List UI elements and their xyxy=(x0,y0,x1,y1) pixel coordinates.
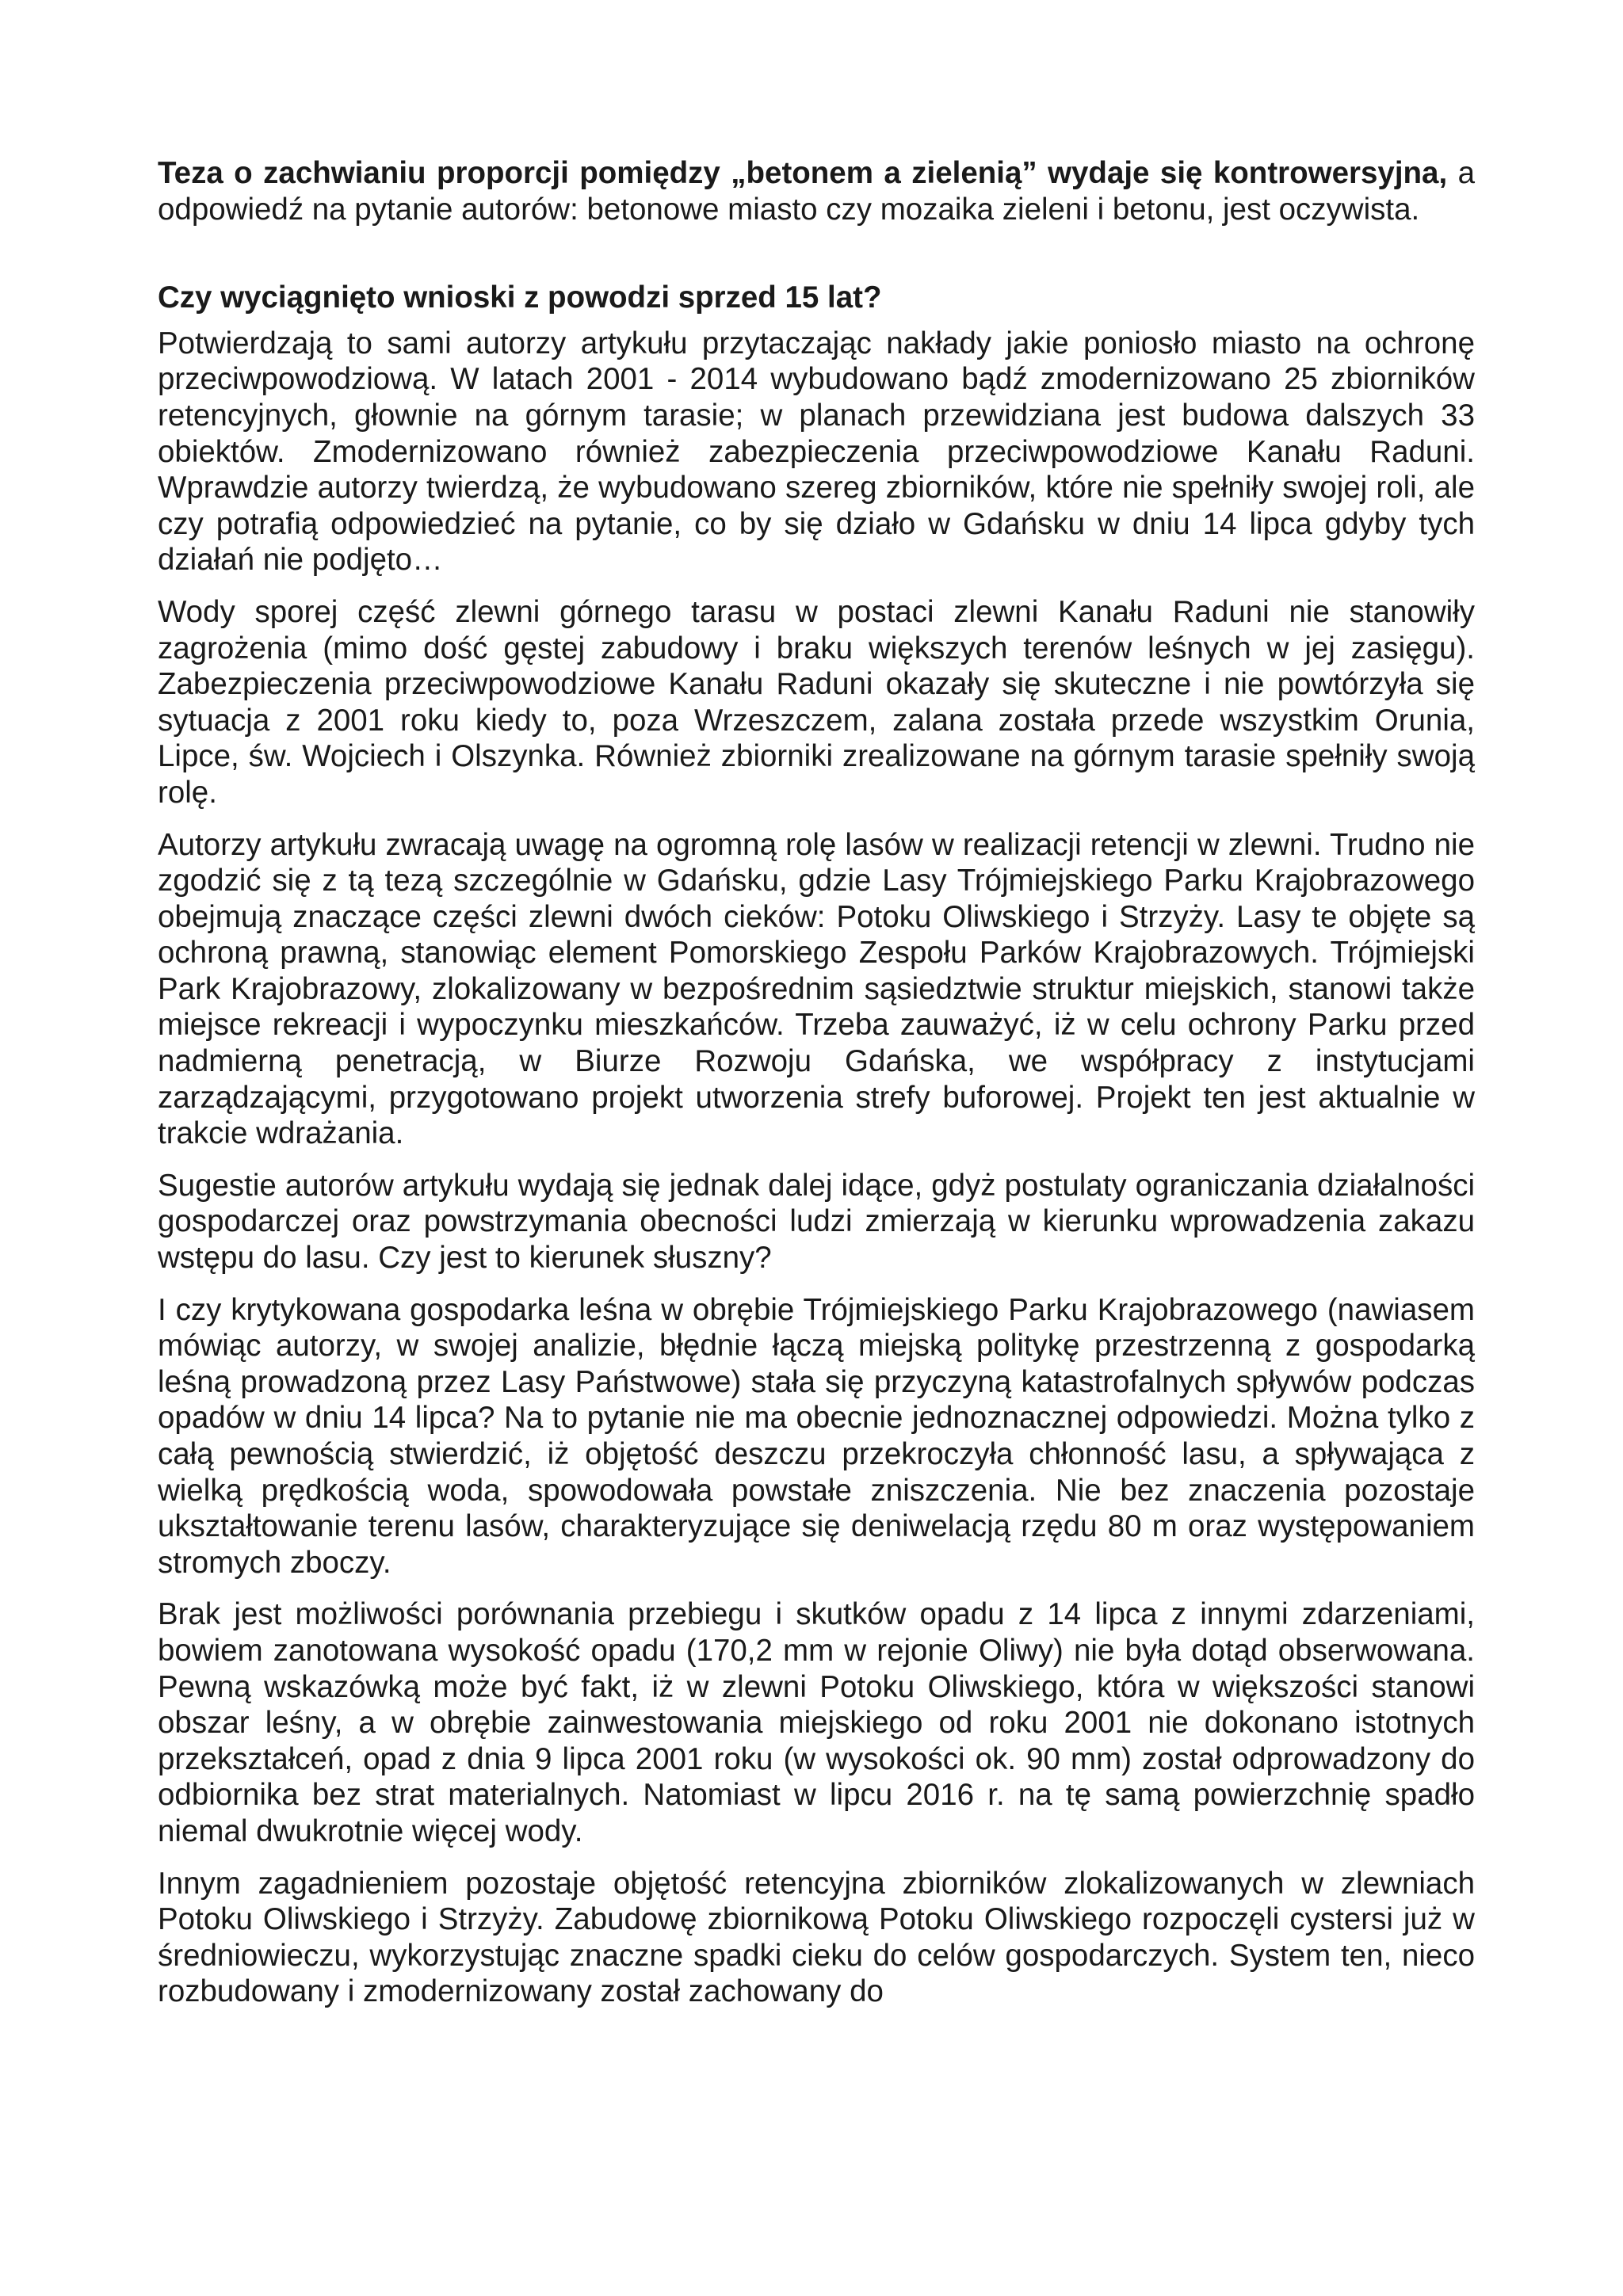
paragraph-forests-retention: Autorzy artykułu zwracają uwagę na ogromną rolę lasów w realizacji retencji w zlewni. Trudno nie zgodzić się z tą tezą szczególnie w Gdańsku, gdzie Lasy Trójmiejskiego Parku Krajobrazowego obejmują znaczące części zlewni dwóch cieków: Potoku Oliwskiego i Strzyży. Lasy te objęte są ochroną prawną, stanowiąc element Pomorskiego Zespołu Parków Krajobrazowych. Trójmiejski Park Krajobrazowy, zlokalizowany w bezpośrednim sąsiedztwie struktur miejskich, stanowi także miejsce rekreacji i wypoczynku mieszkańców. Trzeba zauważyć, iż w celu ochrony Parku przed nadmierną penetracją, w Biurze Rozwoju Gdańska, we współpracy z instytucjami zarządzającymi, przygotowano projekt utworzenia strefy buforowej. Projekt ten jest aktualnie w trakcie wdrażania. xyxy=(158,827,1475,1151)
paragraph-investments: Potwierdzają to sami autorzy artykułu przytaczając nakłady jakie poniosło miasto na ochronę przeciwpowodziową. W latach 2001 - 2014 wybudowano bądź zmodernizowano 25 zbiorników retencyjnych, głownie na górnym tarasie; w planach przewidziana jest budowa dalszych 33 obiektów. Zmodernizowano również zabezpieczenia przeciwpowodziowe Kanału Raduni. Wprawdzie autorzy twierdzą, że wybudowano szereg zbiorników, które nie spełniły swojej roli, ale czy potrafią odpowiedzieć na pytanie, co by się działo w Gdańsku w dniu 14 lipca gdyby tych działań nie podjęto… xyxy=(158,326,1475,578)
paragraph-rainfall-comparison: Brak jest możliwości porównania przebiegu i skutków opadu z 14 lipca z innymi zdarzeniami, bowiem zanotowana wysokość opadu (170,2 mm w rejonie Oliwy) nie była dotąd obserwowana. Pewną wskazówką może być fakt, iż w zlewni Potoku Oliwskiego, która w większości stanowi obszar leśny, a w obrębie zainwestowania miejskiego od roku 2001 nie dokonano istotnych przekształceń, opad z dnia 9 lipca 2001 roku (w wysokości ok. 90 mm) został odprowadzony do odbiornika bez strat materialnych. Natomiast w lipcu 2016 r. na tę samą powierzchnię spadło niemal dwukrotnie więcej wody. xyxy=(158,1597,1475,1848)
paragraph-forest-management: I czy krytykowana gospodarka leśna w obrębie Trójmiejskiego Parku Krajobrazowego (nawiasem mówiąc autorzy, w swojej analizie, błędnie łączą miejską politykę przestrzenną z gospodarką leśną prowadzoną przez Lasy Państwowe) stała się przyczyną katastrofalnych spływów podczas opadów w dniu 14 lipca? Na to pytanie nie ma obecnie jednoznacznej odpowiedzi. Można tylko z całą pewnością stwierdzić, iż objętość deszczu przekroczyła chłonność lasu, a spływająca z wielką prędkością woda, spowodowała powstałe zniszczenia. Nie bez znaczenia pozostaje ukształtowanie terenu lasów, charakteryzujące się deniwelacją rzędu 80 m oraz występowaniem stromych zboczy. xyxy=(158,1292,1475,1580)
paragraph-authors-suggestions: Sugestie autorów artykułu wydają się jednak dalej idące, gdyż postulaty ograniczania działalności gospodarczej oraz powstrzymania obecności ludzi zmierzają w kierunku wprowadzenia zakazu wstępu do lasu. Czy jest to kierunek słuszny? xyxy=(158,1168,1475,1276)
intro-paragraph xyxy=(158,155,1475,227)
paragraph-radunia-canal: Wody sporej część zlewni górnego tarasu w postaci zlewni Kanału Raduni nie stanowiły zagrożenia (mimo dość gęstej zabudowy i braku większych terenów leśnych w jej zasięgu). Zabezpieczenia przeciwpowodziowe Kanału Raduni okazały się skuteczne i nie powtórzyła się sytuacja z 2001 roku kiedy to, poza Wrzeszczem, zalana została przede wszystkim Orunia, Lipce, św. Wojciech i Olszynka. Również zbiorniki zrealizowane na górnym tarasie spełniły swoją rolę. xyxy=(158,594,1475,810)
document-body xyxy=(158,155,1475,2026)
intro-rest: a odpowiedź na pytanie autorów: betonowe miasto czy mozaika zieleni i betonu, jest oczywista. xyxy=(158,156,1476,227)
section-heading: Czy wyciągnięto wnioski z powodzi sprzed 15 lat? xyxy=(158,280,882,315)
paragraph-reservoir-capacity: Innym zagadnieniem pozostaje objętość retencyjna zbiorników zlokalizowanych w zlewniach Potoku Oliwskiego i Strzyży. Zabudowę zbiornikową Potoku Oliwskiego rozpoczęli cystersi już w średniowieczu, wykorzystując znaczne spadki cieku do celów gospodarczych. System ten, nieco rozbudowany i zmodernizowany został zachowany do xyxy=(158,1866,1475,2009)
intro-lead-bold: Teza o zachwianiu proporcji pomiędzy „betonem a zielenią” wydaje się kontrowersyjna, xyxy=(158,156,1448,190)
